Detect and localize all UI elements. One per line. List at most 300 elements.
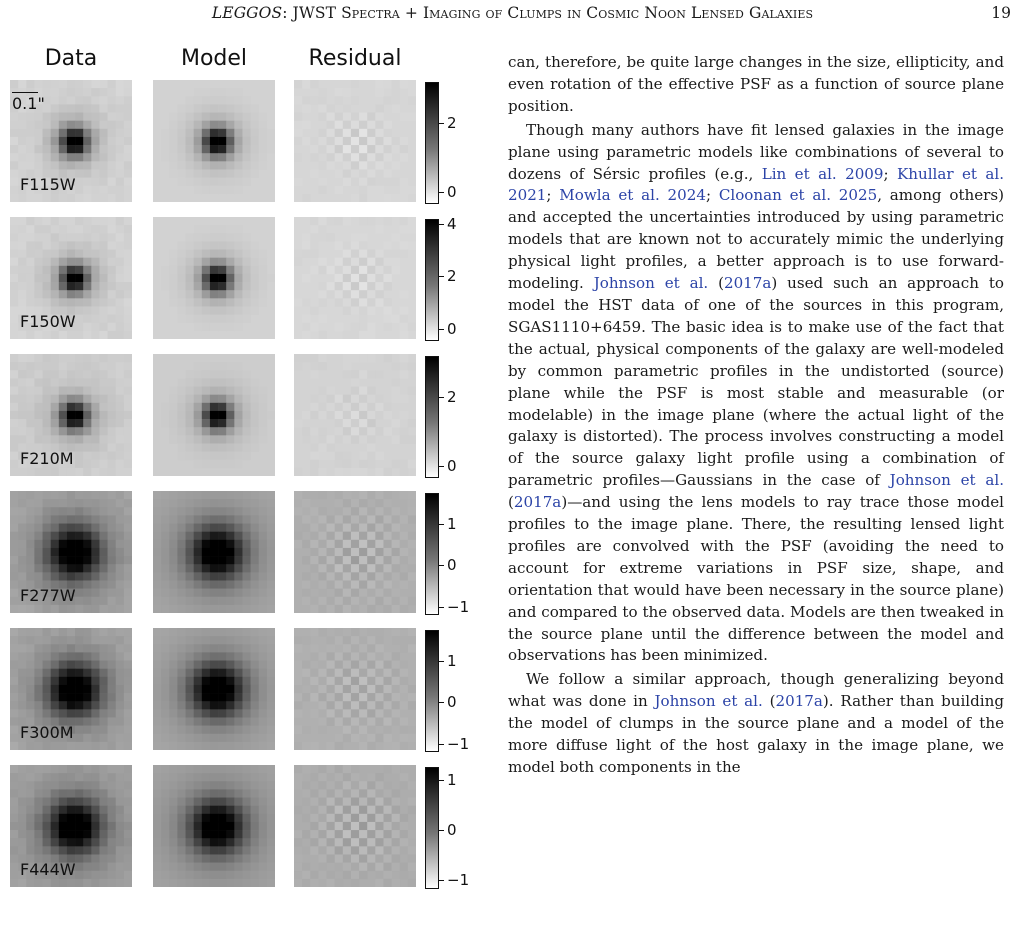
pixel	[177, 838, 185, 846]
pixel	[367, 435, 375, 443]
pixel	[242, 597, 250, 605]
pixel	[124, 491, 132, 499]
pixel	[67, 137, 75, 145]
pixel	[10, 161, 18, 169]
pixel	[169, 290, 177, 298]
pixel	[67, 250, 75, 258]
pixel	[59, 435, 67, 443]
pixel	[108, 644, 116, 652]
pixel	[392, 742, 400, 750]
pixel	[108, 290, 116, 298]
pixel	[202, 734, 210, 742]
pixel	[234, 709, 242, 717]
pixel	[202, 178, 210, 186]
pixel	[186, 435, 194, 443]
pixel	[375, 822, 383, 830]
pixel	[267, 515, 275, 523]
pixel	[99, 669, 107, 677]
pixel	[34, 507, 42, 515]
pixel	[359, 411, 367, 419]
pixel	[218, 258, 226, 266]
pixel	[108, 331, 116, 339]
pixel	[302, 830, 310, 838]
pixel	[67, 145, 75, 153]
pixel	[169, 129, 177, 137]
pixel	[234, 153, 242, 161]
pixel	[194, 282, 202, 290]
pixel	[59, 556, 67, 564]
pixel	[75, 532, 83, 540]
pixel	[99, 387, 107, 395]
pixel	[26, 258, 34, 266]
pixel	[302, 491, 310, 499]
pixel	[124, 306, 132, 314]
pixel	[375, 524, 383, 532]
pixel	[294, 362, 302, 370]
pixel	[392, 652, 400, 660]
pixel	[218, 524, 226, 532]
pixel	[318, 572, 326, 580]
colorbar-tick-label: 0	[447, 556, 457, 575]
pixel	[153, 773, 161, 781]
pixel	[59, 80, 67, 88]
pixel	[26, 194, 34, 202]
pixel	[75, 250, 83, 258]
pixel	[108, 419, 116, 427]
pixel	[267, 532, 275, 540]
pixel	[375, 556, 383, 564]
colorbar-f210m	[425, 356, 439, 478]
pixel	[367, 515, 375, 523]
pixel	[59, 548, 67, 556]
pixel	[202, 274, 210, 282]
pixel	[310, 427, 318, 435]
pixel	[91, 863, 99, 871]
pixel	[99, 306, 107, 314]
pixel	[116, 879, 124, 887]
pixel	[91, 194, 99, 202]
pixel	[116, 282, 124, 290]
pixel	[408, 572, 416, 580]
pixel	[226, 628, 234, 636]
pixel	[210, 266, 218, 274]
pixel	[59, 362, 67, 370]
pixel	[234, 572, 242, 580]
pixel	[408, 734, 416, 742]
pixel	[218, 556, 226, 564]
pixel	[10, 323, 18, 331]
pixel	[83, 468, 91, 476]
pixel	[34, 427, 42, 435]
pixel	[318, 789, 326, 797]
pixel	[218, 88, 226, 96]
pixel	[218, 822, 226, 830]
pixel	[10, 153, 18, 161]
pixel	[351, 169, 359, 177]
pixel	[43, 121, 51, 129]
pixel	[383, 258, 391, 266]
colorbar-tick-label: 0	[447, 182, 457, 201]
pixel	[267, 564, 275, 572]
pixel	[335, 677, 343, 685]
pixel	[408, 863, 416, 871]
pixel	[259, 580, 267, 588]
pixel	[83, 822, 91, 830]
pixel	[153, 652, 161, 660]
pixel	[51, 781, 59, 789]
pixel	[177, 879, 185, 887]
pixel	[26, 677, 34, 685]
pixel	[392, 863, 400, 871]
pixel	[51, 129, 59, 137]
pixel	[124, 298, 132, 306]
pixel	[124, 734, 132, 742]
pixel	[108, 354, 116, 362]
pixel	[242, 765, 250, 773]
pixel	[251, 846, 259, 854]
pixel	[67, 806, 75, 814]
pixel	[359, 298, 367, 306]
pixel	[335, 652, 343, 660]
pixel	[242, 822, 250, 830]
pixel	[83, 80, 91, 88]
pixel	[210, 121, 218, 129]
pixel	[210, 830, 218, 838]
pixel	[383, 879, 391, 887]
pixel	[310, 605, 318, 613]
pixel	[310, 789, 318, 797]
pixel	[51, 628, 59, 636]
pixel	[34, 524, 42, 532]
pixel	[343, 161, 351, 169]
pixel	[210, 129, 218, 137]
pixel	[408, 419, 416, 427]
pixel	[153, 838, 161, 846]
pixel	[234, 298, 242, 306]
pixel	[367, 548, 375, 556]
pixel	[202, 863, 210, 871]
pixel	[51, 80, 59, 88]
pixel	[169, 121, 177, 129]
pixel	[99, 524, 107, 532]
pixel	[318, 709, 326, 717]
pixel	[83, 532, 91, 540]
citation-link[interactable]: Mowla et al. 2024	[559, 186, 706, 205]
pixel	[51, 644, 59, 652]
pixel	[169, 580, 177, 588]
pixel	[234, 491, 242, 499]
pixel	[351, 572, 359, 580]
pixel	[75, 806, 83, 814]
pixel	[218, 104, 226, 112]
pixel	[392, 572, 400, 580]
pixel	[26, 411, 34, 419]
pixel	[10, 387, 18, 395]
pixel	[26, 798, 34, 806]
pixel	[210, 178, 218, 186]
pixel	[335, 419, 343, 427]
pixel	[310, 137, 318, 145]
pixel	[359, 282, 367, 290]
pixel	[186, 298, 194, 306]
pixel	[202, 161, 210, 169]
pixel	[259, 854, 267, 862]
pixel	[375, 145, 383, 153]
pixel	[75, 298, 83, 306]
pixel	[186, 387, 194, 395]
pixel	[43, 838, 51, 846]
colorbar-tick	[438, 524, 444, 525]
pixel	[116, 685, 124, 693]
pixel	[335, 854, 343, 862]
pixel	[202, 362, 210, 370]
pixel	[335, 806, 343, 814]
pixel	[67, 129, 75, 137]
pixel	[124, 468, 132, 476]
pixel	[242, 137, 250, 145]
pixel	[327, 789, 335, 797]
pixel	[67, 411, 75, 419]
pixel	[124, 452, 132, 460]
citation-link[interactable]: Khullar et al. 2021	[508, 164, 1005, 205]
pixel	[116, 178, 124, 186]
pixel	[124, 798, 132, 806]
pixel	[161, 540, 169, 548]
pixel	[226, 250, 234, 258]
pixel	[327, 636, 335, 644]
pixel	[218, 419, 226, 427]
pixel	[351, 726, 359, 734]
pixel	[91, 403, 99, 411]
pixel	[400, 597, 408, 605]
pixel	[186, 515, 194, 523]
running-title-rest: : JWST Spectra + Imaging of Clumps in Cosmic Noon Lensed Galaxies	[282, 4, 814, 22]
pixel	[51, 701, 59, 709]
pixel	[51, 378, 59, 386]
pixel	[186, 178, 194, 186]
citation-link[interactable]: Lin et al. 2009	[761, 164, 884, 183]
pixel	[367, 443, 375, 451]
pixel	[359, 186, 367, 194]
pixel	[75, 628, 83, 636]
pixel	[226, 161, 234, 169]
pixel	[59, 789, 67, 797]
pixel	[83, 572, 91, 580]
pixel	[67, 387, 75, 395]
pixel	[75, 178, 83, 186]
pixel	[67, 709, 75, 717]
pixel	[124, 88, 132, 96]
pixel	[153, 830, 161, 838]
pixel	[210, 186, 218, 194]
pixel	[400, 532, 408, 540]
pixel	[251, 742, 259, 750]
pixel	[351, 282, 359, 290]
pixel	[259, 871, 267, 879]
pixel	[351, 709, 359, 717]
pixel	[124, 435, 132, 443]
pixel	[83, 331, 91, 339]
citation-link[interactable]: Johnson et al.	[654, 692, 763, 711]
pixel	[26, 419, 34, 427]
pixel	[202, 572, 210, 580]
pixel	[34, 765, 42, 773]
pixel	[18, 814, 26, 822]
pixel	[242, 677, 250, 685]
pixel	[108, 693, 116, 701]
pixel	[177, 435, 185, 443]
pixel	[67, 153, 75, 161]
pixel	[226, 435, 234, 443]
pixel	[99, 652, 107, 660]
pixel	[202, 564, 210, 572]
colorbar-f444w	[425, 767, 439, 889]
pixel	[351, 435, 359, 443]
pixel	[26, 879, 34, 887]
pixel	[186, 96, 194, 104]
pixel	[116, 233, 124, 241]
pixel	[259, 499, 267, 507]
pixel	[210, 419, 218, 427]
pixel	[99, 411, 107, 419]
pixel	[18, 80, 26, 88]
citation-link[interactable]: Johnson et al.	[593, 274, 709, 293]
pixel	[75, 153, 83, 161]
pixel	[75, 452, 83, 460]
pixel	[383, 145, 391, 153]
pixel	[359, 403, 367, 411]
pixel	[186, 677, 194, 685]
pixel	[226, 830, 234, 838]
citation-link[interactable]: Cloonan et al. 2025	[718, 186, 878, 205]
pixel	[10, 589, 18, 597]
pixel	[318, 331, 326, 339]
pixel	[343, 773, 351, 781]
pixel	[318, 491, 326, 499]
pixel	[153, 806, 161, 814]
pixel	[294, 80, 302, 88]
pixel	[392, 661, 400, 669]
pixel	[234, 628, 242, 636]
column-header-model: Model	[180, 46, 248, 71]
pixel	[226, 605, 234, 613]
pixel	[383, 274, 391, 282]
pixel	[302, 742, 310, 750]
pixel	[75, 435, 83, 443]
pixel	[234, 773, 242, 781]
pixel	[194, 524, 202, 532]
pixel	[91, 798, 99, 806]
pixel	[375, 403, 383, 411]
pixel	[124, 846, 132, 854]
pixel	[310, 460, 318, 468]
pixel	[99, 104, 107, 112]
pixel	[267, 137, 275, 145]
citation-link[interactable]: Johnson et al.	[889, 471, 1005, 490]
pixel	[18, 435, 26, 443]
pixel	[202, 806, 210, 814]
pixel	[108, 266, 116, 274]
citation-link[interactable]: 2017a	[775, 692, 823, 711]
pixel	[99, 241, 107, 249]
pixel	[259, 628, 267, 636]
pixel	[83, 137, 91, 145]
pixel	[259, 644, 267, 652]
pixel	[51, 669, 59, 677]
pixel	[153, 701, 161, 709]
pixel	[408, 798, 416, 806]
pixel	[202, 323, 210, 331]
pixel	[83, 395, 91, 403]
pixel	[359, 789, 367, 797]
pixel	[99, 726, 107, 734]
pixel	[359, 266, 367, 274]
pixel	[186, 556, 194, 564]
pixel	[153, 863, 161, 871]
pixel	[218, 644, 226, 652]
colorbar-tick-label: 2	[447, 388, 457, 407]
pixel	[210, 548, 218, 556]
pixel	[43, 491, 51, 499]
pixel	[351, 701, 359, 709]
pixel	[408, 628, 416, 636]
pixel	[310, 362, 318, 370]
pixel	[108, 129, 116, 137]
colorbar-tick	[438, 224, 444, 225]
pixel	[26, 129, 34, 137]
pixel	[351, 524, 359, 532]
pixel	[43, 387, 51, 395]
pixel	[359, 798, 367, 806]
pixel	[116, 871, 124, 879]
pixel	[383, 789, 391, 797]
citation-link[interactable]: 2017a	[513, 493, 562, 512]
pixel	[226, 669, 234, 677]
pixel	[51, 556, 59, 564]
pixel	[318, 580, 326, 588]
pixel	[302, 540, 310, 548]
pixel	[59, 605, 67, 613]
pixel	[99, 370, 107, 378]
pixel	[259, 515, 267, 523]
running-title-italic: LEGGOS	[211, 4, 283, 22]
pixel	[51, 298, 59, 306]
pixel	[343, 250, 351, 258]
pixel	[302, 121, 310, 129]
pixel	[153, 644, 161, 652]
pixel	[383, 323, 391, 331]
citation-link[interactable]: 2017a	[723, 274, 772, 293]
pixel	[153, 789, 161, 797]
pixel	[91, 814, 99, 822]
pixel	[194, 169, 202, 177]
pixel	[310, 773, 318, 781]
pixel	[26, 354, 34, 362]
pixel	[153, 605, 161, 613]
pixel	[383, 830, 391, 838]
pixel	[108, 80, 116, 88]
pixel	[161, 532, 169, 540]
pixel	[383, 515, 391, 523]
pixel	[375, 773, 383, 781]
pixel	[34, 677, 42, 685]
pixel	[153, 717, 161, 725]
pixel	[10, 677, 18, 685]
pixel	[91, 846, 99, 854]
pixel	[226, 540, 234, 548]
pixel	[51, 121, 59, 129]
pixel	[259, 726, 267, 734]
